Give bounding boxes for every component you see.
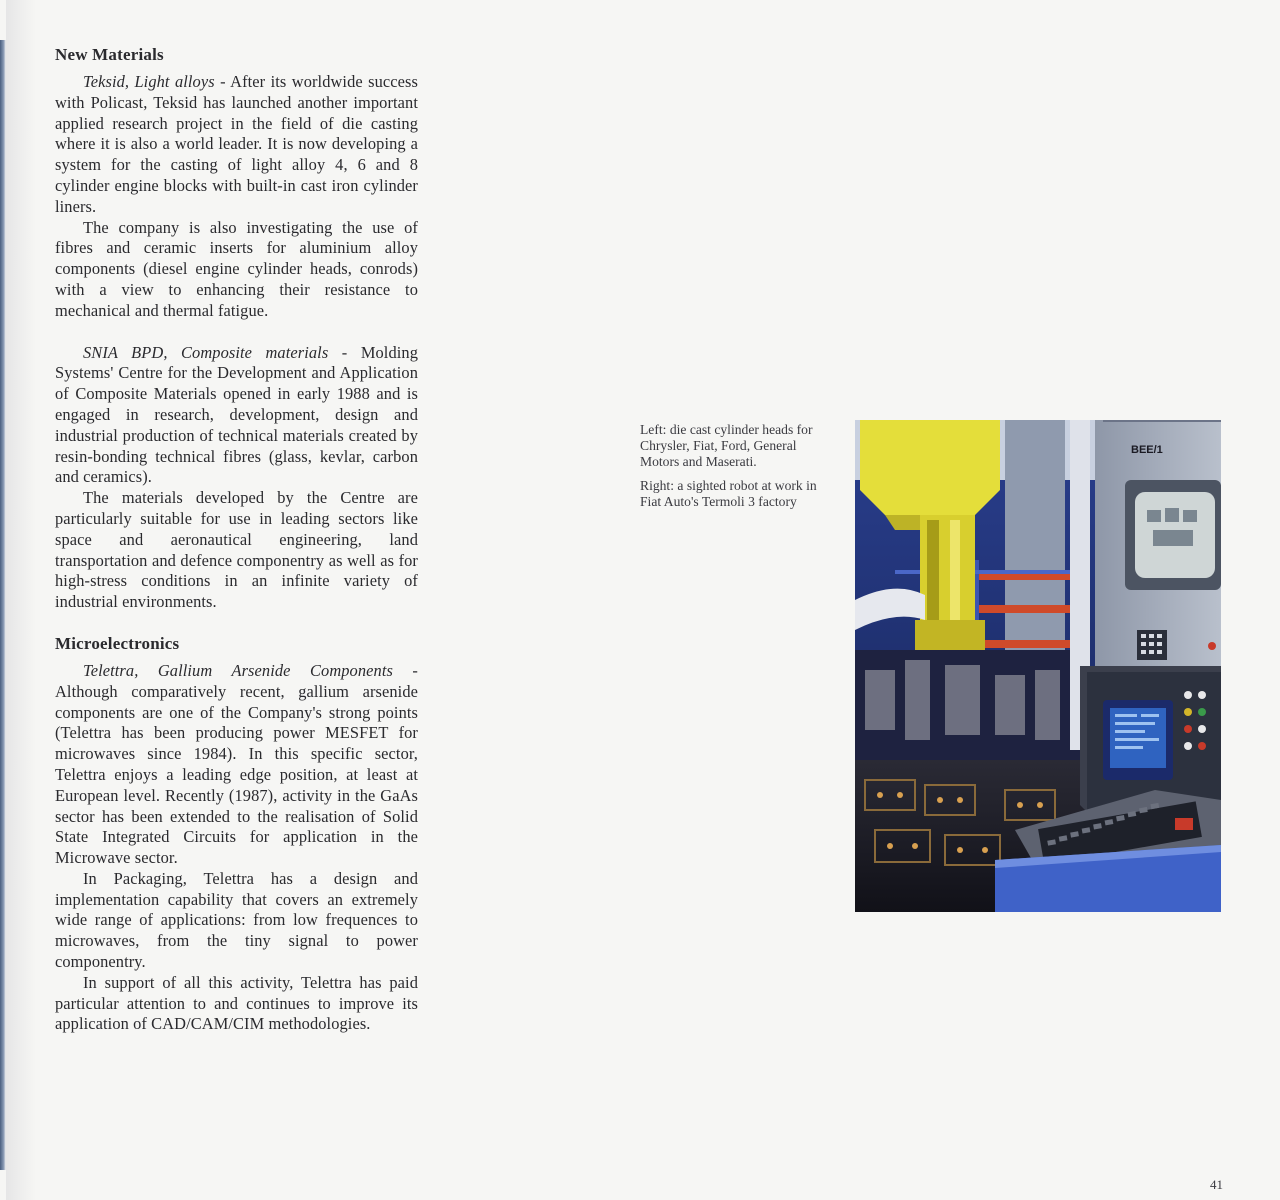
panel-label: BEE/1 <box>1131 444 1163 456</box>
paragraph-materials: The materials developed by the Centre are particularly suitable for use in leading sectors like space and aeronautical engineering, land transportation and defence componentry as well as for high-stress conditions in an infinite variety of industrial environments. <box>55 488 418 612</box>
binding-shadow <box>6 0 36 1200</box>
robot-factory-photo <box>855 420 1221 912</box>
caption-left: Left: die cast cylinder heads for Chrysler, Fiat, Ford, General Motors and Maserati. <box>640 422 813 469</box>
text-teksid: - After its worldwide success with Policast, Teksid has launched another important applied research project in the field of die casting where it is also a world leader. It is now developing a system for the casting of light alloy 4, 6 and 8 cylinder engine blocks with built-in cast iron cylinder liners. <box>55 72 418 216</box>
caption-right: Right: a sighted robot at work in Fiat Auto's Termoli 3 factory <box>640 478 817 509</box>
text-snia: - Molding Systems' Centre for the Development and Application of Composite Materials opened in early 1988 and is engaged in research, development, design and industrial production of technical materials created by resin-bonding technical fibres (glass, kevlar, carbon and ceramics). <box>55 342 418 487</box>
heading-new-materials: New Materials <box>55 45 164 64</box>
page-number: 41 <box>1210 1177 1223 1192</box>
lead-teksid: Teksid, Light alloys <box>83 72 215 91</box>
heading-microelectronics: Microelectronics <box>55 633 180 653</box>
photo-caption <box>640 422 820 518</box>
text-telettra: - Although comparatively recent, gallium arsenide components are one of the Company's strong points (Telettra has been producing power MESFET for microwaves since 1984). In this specific sector, Telettra enjoys a leading edge position, at least at European level. Recently (1987), activity in the GaAs sector has been extended to the realisation of Solid State Integrated Circuits for application in the Microwave sector. <box>55 660 418 868</box>
main-text-column <box>55 44 418 1035</box>
paragraph-teksid <box>55 72 418 218</box>
robot-factory-illustration <box>855 420 1221 912</box>
lead-telettra: Telettra, Gallium Arsenide Components <box>83 660 393 680</box>
paragraph-cad: In support of all this activity, Telettra has paid particular attention to and continues to improve its application of CAD/CAM/CIM methodologies. <box>55 972 418 1034</box>
paragraph-telettra <box>55 661 418 869</box>
paragraph-fibres: The company is also investigating the use of fibres and ceramic inserts for aluminium alloy components (diesel engine cylinder heads, conrods) with a view to enhancing their resistance to mechanical and thermal fatigue. <box>55 217 418 320</box>
paragraph-snia <box>55 343 418 489</box>
lead-snia: SNIA BPD, Composite materials <box>83 342 329 362</box>
paragraph-packaging: In Packaging, Telettra has a design and implementation capability that covers an extremely wide range of applications: from low frequences to microwaves, from the tiny signal to power componentry. <box>55 868 418 972</box>
